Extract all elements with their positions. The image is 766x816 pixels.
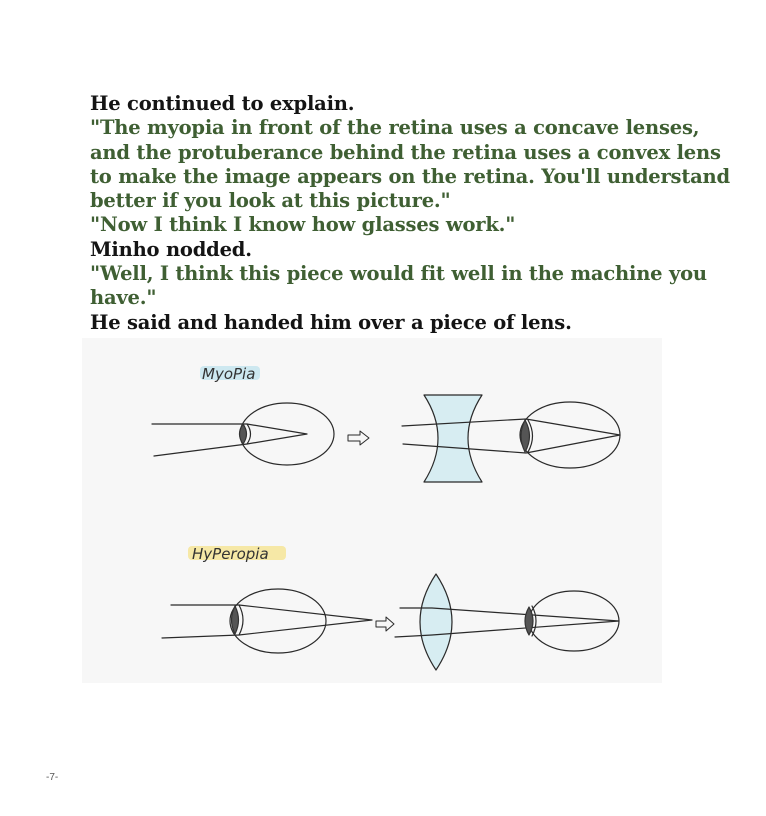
narration-line: He said and handed him over a piece of lens. xyxy=(90,310,572,334)
concave-lens xyxy=(424,395,482,482)
myopia-label: MyoPia xyxy=(202,365,256,383)
myopic-eye xyxy=(152,403,334,465)
speech-line: "The myopia in front of the retina uses a concave lenses, xyxy=(90,116,700,140)
eye-lens-illustration xyxy=(82,338,662,683)
speech-line: "Well, I think this piece would fit well in the machine you xyxy=(90,262,707,286)
hyperopia-label: HyPeropia xyxy=(192,545,269,563)
speech-line: and the protuberance behind the retina uses a convex lens xyxy=(90,140,721,164)
narration-line: Minho nodded. xyxy=(90,237,252,261)
speech-line: "Now I think I know how glasses work." xyxy=(90,213,516,237)
narration-line: He continued to explain. xyxy=(90,92,355,115)
convex-lens xyxy=(420,574,452,670)
speech-line: better if you look at this picture." xyxy=(90,189,451,213)
hyperopic-eye xyxy=(162,589,372,653)
story-text xyxy=(90,92,730,335)
page-number: -7- xyxy=(46,772,59,783)
arrow-icon xyxy=(376,617,394,631)
illustration-svg xyxy=(82,338,662,683)
speech-line: to make the image appears on the retina. You'll understand xyxy=(90,164,730,188)
arrow-icon xyxy=(348,431,369,445)
speech-line: have." xyxy=(90,286,157,310)
